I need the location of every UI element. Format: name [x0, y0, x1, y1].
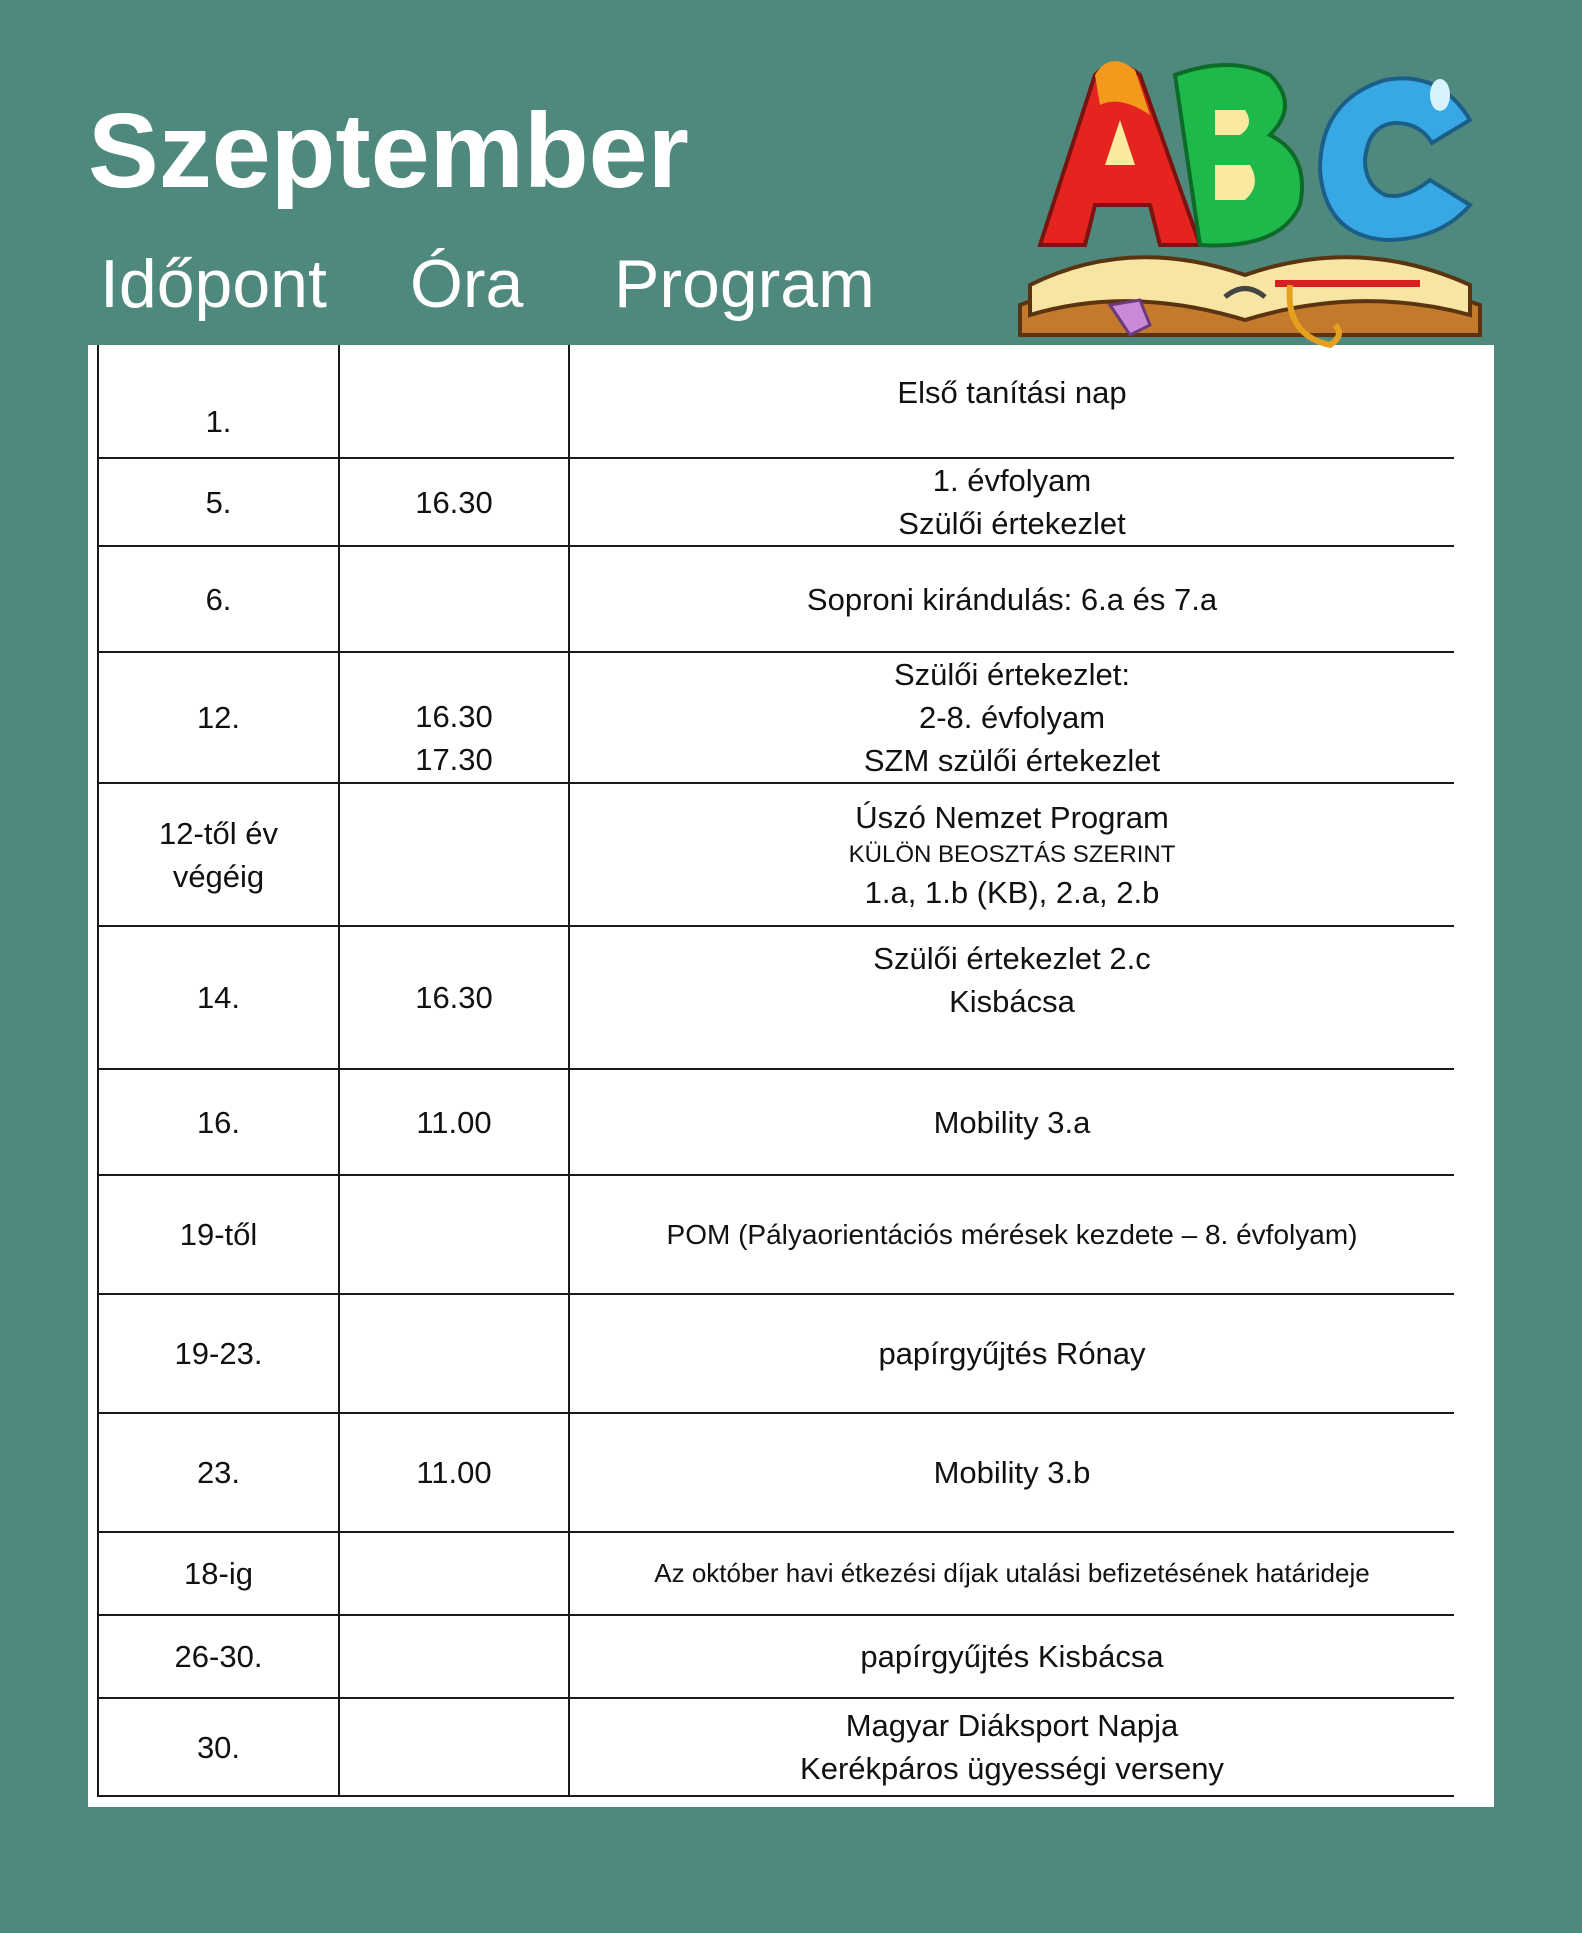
- program-cell: 1. évfolyam Szülői értekezlet: [569, 458, 1454, 546]
- time-cell: [339, 1294, 569, 1413]
- date-cell: 14.: [98, 926, 339, 1069]
- page-title: Szeptember: [88, 92, 689, 210]
- program-cell: papírgyűjtés Rónay: [569, 1294, 1454, 1413]
- program-cell: Első tanítási nap: [569, 345, 1454, 458]
- time-cell: 16.30 17.30: [339, 652, 569, 783]
- time-cell: [339, 1698, 569, 1796]
- abc-letters-logo: [1040, 61, 1470, 245]
- time-cell: [339, 1615, 569, 1698]
- table-row: [98, 926, 1454, 1069]
- column-header-date: Időpont: [100, 246, 327, 322]
- program-cell: Magyar Diáksport Napja Kerékpáros ügyességi verseny: [569, 1698, 1454, 1796]
- table-row: [98, 783, 1454, 926]
- program-cell: Szülői értekezlet 2.c Kisbácsa: [569, 926, 1454, 1069]
- date-cell: 6.: [98, 546, 339, 652]
- program-cell: papírgyűjtés Kisbácsa: [569, 1615, 1454, 1698]
- date-cell: 26-30.: [98, 1615, 339, 1698]
- table-row: [98, 1532, 1454, 1615]
- date-cell: 12-től év végéig: [98, 783, 339, 926]
- program-cell: POM (Pályaorientációs mérések kezdete – 8. évfolyam): [569, 1175, 1454, 1294]
- time-cell: 11.00: [339, 1413, 569, 1532]
- time-cell: [339, 1175, 569, 1294]
- time-cell: 16.30: [339, 926, 569, 1069]
- column-header-program: Program: [614, 246, 875, 322]
- time-cell: 16.30: [339, 458, 569, 546]
- date-cell: 30.: [98, 1698, 339, 1796]
- column-header-time: Óra: [410, 246, 524, 322]
- date-cell: 5.: [98, 458, 339, 546]
- time-cell: [339, 783, 569, 926]
- time-cell: 11.00: [339, 1069, 569, 1175]
- program-cell: Az október havi étkezési díjak utalási befizetésének határideje: [569, 1532, 1454, 1615]
- program-cell: Mobility 3.b: [569, 1413, 1454, 1532]
- time-cell: [339, 1532, 569, 1615]
- date-cell: 23.: [98, 1413, 339, 1532]
- program-cell: Úszó Nemzet Program KÜLÖN BEOSZTÁS SZERINT 1.a, 1.b (KB), 2.a, 2.b: [569, 783, 1454, 926]
- time-cell: [339, 345, 569, 458]
- time-cell: [339, 546, 569, 652]
- table-row: [98, 1698, 1454, 1796]
- table-row: [98, 458, 1454, 546]
- date-cell: 19-23.: [98, 1294, 339, 1413]
- date-cell: 18-ig: [98, 1532, 339, 1615]
- table-row: [98, 1413, 1454, 1532]
- table-row: [98, 1069, 1454, 1175]
- date-cell: 16.: [98, 1069, 339, 1175]
- table-row: [98, 652, 1454, 783]
- date-cell: 12.: [98, 652, 339, 783]
- date-cell: 1.: [98, 345, 339, 458]
- table-row: [98, 546, 1454, 652]
- table-row: [98, 1615, 1454, 1698]
- table-row: [98, 1294, 1454, 1413]
- table-row: [98, 1175, 1454, 1294]
- program-cell: Szülői értekezlet: 2-8. évfolyam SZM szülői értekezlet: [569, 652, 1454, 783]
- schedule-table: [97, 345, 1454, 1797]
- open-book: [1020, 257, 1480, 345]
- abc-book-illustration: [1000, 35, 1500, 385]
- program-cell: Mobility 3.a: [569, 1069, 1454, 1175]
- date-cell: 19-től: [98, 1175, 339, 1294]
- program-cell: Soproni kirándulás: 6.a és 7.a: [569, 546, 1454, 652]
